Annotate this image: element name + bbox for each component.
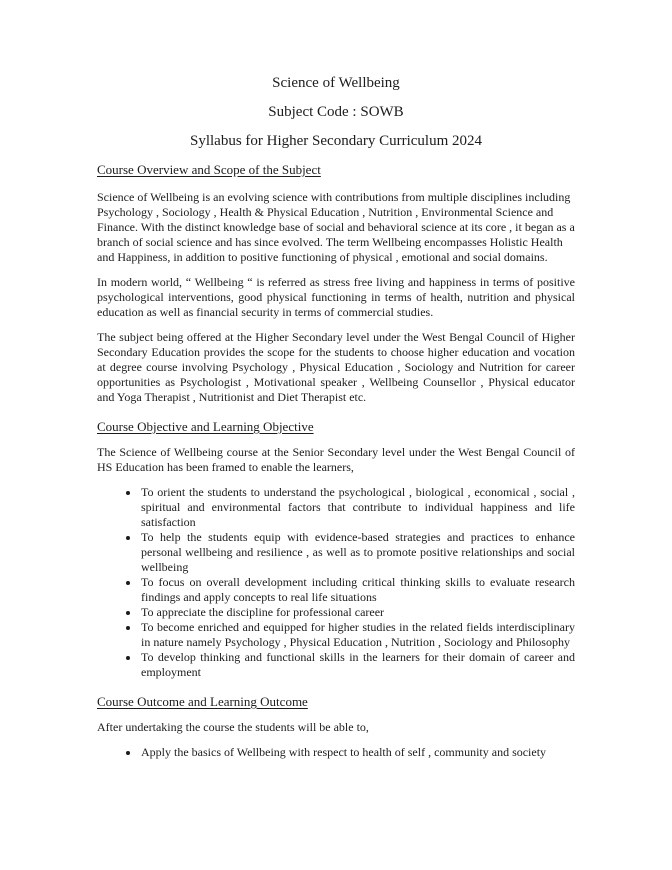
objective-bullet-4: • To appreciate the discipline for professional career bbox=[140, 605, 575, 620]
outcome-intro: After undertaking the course the students will be able to, bbox=[97, 720, 369, 734]
objective-bullet-2: • To help the students equip with evidence-based strategies and practices to enhance personal wellbeing and resilience , as well as to promote positive relationships and social wellbeing bbox=[140, 530, 575, 575]
title-block bbox=[97, 74, 575, 150]
overview-paragraph-2: In modern world, “ Wellbeing “ is referred as stress free living and happiness in terms of positive psychological interventions, good physical functioning in terms of health, nutrition and physical education as well as financial security in terms of commercial studies. bbox=[97, 275, 575, 319]
doc-syllabus-line: Syllabus for Higher Secondary Curriculum 2024 bbox=[189, 133, 483, 149]
objective-bullet-3: • To focus on overall development including critical thinking skills to evaluate research findings and apply concepts to real life situations bbox=[140, 575, 575, 605]
overview-paragraph-3: The subject being offered at the Higher Secondary level under the West Bengal Council of Higher Secondary Education provides the scope for the students to choose higher education and vocation at degree course involving Psychology , Physical Education , Sociology and Nutrition for career opportunities as Psychologist , Motivational speaker , Wellbeing Counsellor , Physical educator and Yoga Therapist , Nutritionist and Diet Therapist etc. bbox=[97, 330, 575, 404]
section-heading-outcome: Course Outcome and Learning Outcome bbox=[97, 694, 308, 709]
section-heading-overview: Course Overview and Scope of the Subject bbox=[97, 162, 321, 177]
objective-bullet-5: • To become enriched and equipped for higher studies in the related fields interdisciplinary in nature namely Psychology , Physical Education , Nutrition , Sociology and Philosophy bbox=[140, 620, 575, 650]
section-heading-objective: Course Objective and Learning Objective bbox=[97, 419, 314, 434]
doc-subject-code: Subject Code : SOWB bbox=[268, 104, 404, 120]
doc-title: Science of Wellbeing bbox=[272, 75, 400, 91]
overview-paragraph-1: Science of Wellbeing is an evolving science with contributions from multiple disciplines including Psychology , Sociology , Health & Physical Education , Nutrition , Environmental Science and Finance. With the distinct knowledge base of social and behavioral science at its core , it began as a branch of social science and has since evolved. The term Wellbeing encompasses Holistic Health and Happiness, in addition to positive functioning of physical , emotional and social domains. bbox=[97, 190, 575, 264]
outcome-bullet-1: • Apply the basics of Wellbeing with respect to health of self , community and society bbox=[140, 745, 575, 760]
objective-bullet-1: • To orient the students to understand the psychological , biological , economical , social , spiritual and environmental factors that contribute to individual happiness and life satisfaction bbox=[140, 485, 575, 530]
section-objective bbox=[97, 419, 575, 680]
section-overview bbox=[97, 162, 575, 405]
objective-bullet-list bbox=[97, 485, 575, 680]
outcome-bullet-list bbox=[97, 745, 575, 760]
objective-intro: The Science of Wellbeing course at the Senior Secondary level under the West Bengal Council of HS Education has been framed to enable the learners, bbox=[97, 445, 575, 474]
objective-bullet-6: • To develop thinking and functional skills in the learners for their domain of career and employment bbox=[140, 650, 575, 680]
section-outcome bbox=[97, 694, 575, 760]
